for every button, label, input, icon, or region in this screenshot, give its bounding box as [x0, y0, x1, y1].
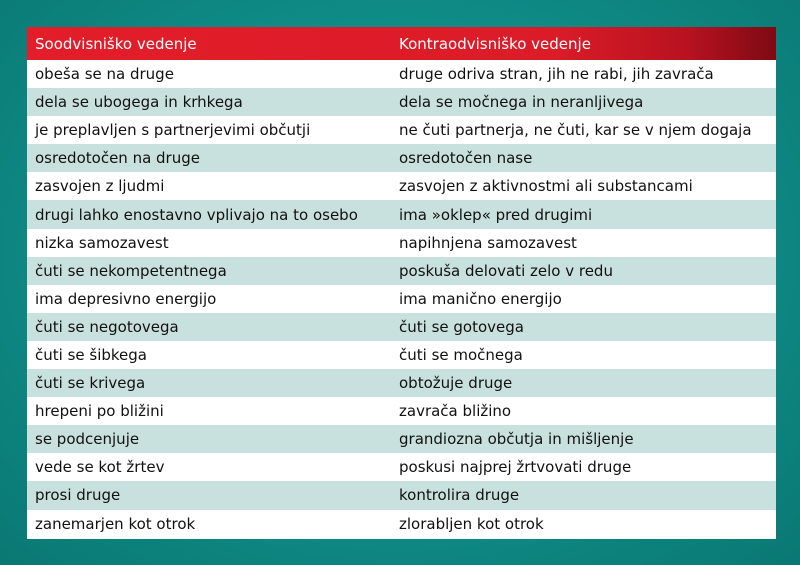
counterdependent-cell: ima manično energijo — [399, 289, 562, 308]
table-header — [27, 27, 776, 60]
codependent-cell: čuti se šibkega — [35, 345, 147, 364]
counterdependent-cell: ima »oklep« pred drugimi — [399, 205, 593, 224]
codependent-cell: vede se kot žrtev — [35, 458, 165, 477]
counterdependent-cell: čuti se močnega — [399, 345, 523, 364]
counterdependent-cell: kontrolira druge — [399, 486, 520, 505]
counterdependent-cell: druge odriva stran, jih ne rabi, jih zavrača — [399, 65, 714, 84]
counterdependent-cell: napihnjena samozavest — [399, 233, 577, 252]
counterdependent-cell: dela se močnega in neranljivega — [399, 93, 644, 112]
table-row — [27, 369, 776, 397]
codependent-cell: hrepeni po bližini — [35, 402, 164, 421]
counterdependent-cell: grandiozna občutja in mišljenje — [399, 430, 634, 449]
table-row — [27, 257, 776, 285]
table-row — [27, 481, 776, 509]
table-row — [27, 172, 776, 200]
comparison-table — [27, 27, 776, 539]
codependent-cell: dela se ubogega in krhkega — [35, 93, 243, 112]
table-row — [27, 453, 776, 481]
counterdependent-cell: poskuša delovati zelo v redu — [399, 261, 613, 280]
codependent-cell: ima depresivno energijo — [35, 289, 217, 308]
counterdependent-cell: čuti se gotovega — [399, 317, 524, 336]
table-row — [27, 510, 776, 538]
codependent-cell: čuti se negotovega — [35, 317, 179, 336]
table-row — [27, 144, 776, 172]
codependent-cell: prosi druge — [35, 486, 121, 505]
header-codependent: Soodvisniško vedenje — [35, 34, 197, 53]
table-row — [27, 116, 776, 144]
table-row — [27, 229, 776, 257]
table-row — [27, 425, 776, 453]
table-row — [27, 341, 776, 369]
counterdependent-cell: poskusi najprej žrtvovati druge — [399, 458, 632, 477]
codependent-cell: osredotočen na druge — [35, 149, 200, 168]
table-row — [27, 313, 776, 341]
codependent-cell: drugi lahko enostavno vplivajo na to osebo — [35, 205, 358, 224]
codependent-cell: nizka samozavest — [35, 233, 169, 252]
codependent-cell: obeša se na druge — [35, 65, 174, 84]
table-row — [27, 397, 776, 425]
counterdependent-cell: ne čuti partnerja, ne čuti, kar se v njem dogaja — [399, 121, 752, 140]
counterdependent-cell: zasvojen z aktivnostmi ali substancami — [399, 177, 693, 196]
counterdependent-cell: zlorabljen kot otrok — [399, 514, 544, 533]
table-row — [27, 200, 776, 228]
header-counterdependent: Kontraodvisniško vedenje — [399, 34, 591, 53]
codependent-cell: zanemarjen kot otrok — [35, 514, 196, 533]
codependent-cell: zasvojen z ljudmi — [35, 177, 165, 196]
counterdependent-cell: zavrača bližino — [399, 402, 512, 421]
codependent-cell: se podcenjuje — [35, 430, 140, 449]
counterdependent-cell: obtožuje druge — [399, 374, 513, 393]
table-row — [27, 88, 776, 116]
codependent-cell: je preplavljen s partnerjevimi občutji — [35, 121, 311, 140]
counterdependent-cell: osredotočen nase — [399, 149, 533, 168]
table-row — [27, 285, 776, 313]
codependent-cell: čuti se nekompetentnega — [35, 261, 227, 280]
table-row — [27, 60, 776, 88]
codependent-cell: čuti se krivega — [35, 374, 146, 393]
